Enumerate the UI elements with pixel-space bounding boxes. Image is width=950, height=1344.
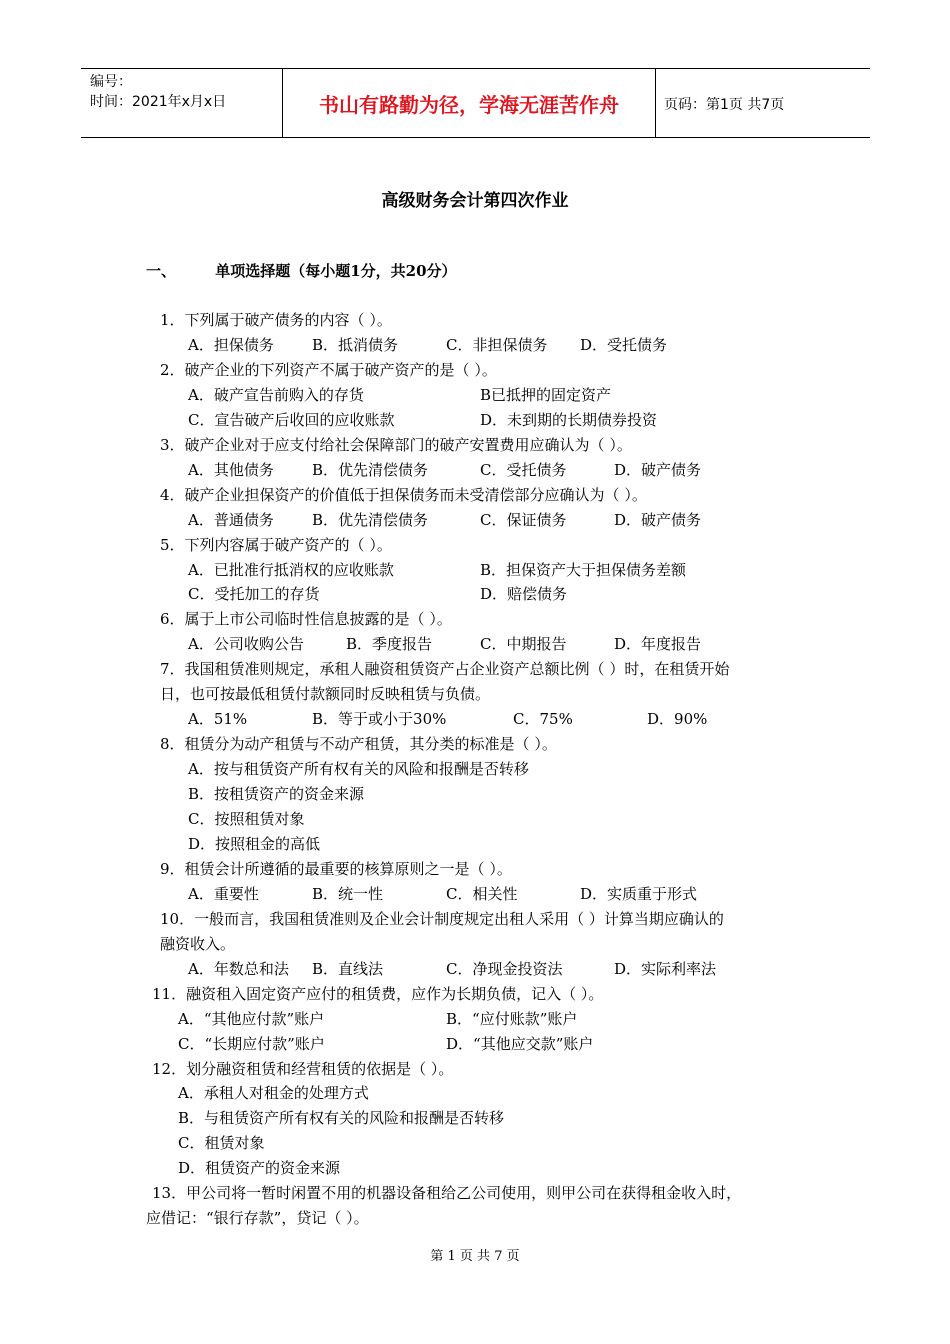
section-heading (146, 260, 457, 281)
answer-option: C．“长期应付款”账户 (178, 1034, 325, 1053)
question-line: D．租赁资产的资金来源 (178, 1159, 341, 1178)
question-line: 11．融资租入固定资产应付的租赁费，应作为长期负债，记入（ ）。 (152, 984, 604, 1003)
answer-option: C．保证债务 (480, 510, 567, 529)
answer-option: C．中期报告 (480, 635, 567, 654)
answer-option: D．90% (647, 710, 708, 729)
document-date: 时间：2021年x月x日 (90, 94, 227, 110)
answer-option: C．非担保债务 (446, 335, 548, 354)
answer-option: B．“应付账款”账户 (446, 1009, 578, 1028)
answer-option: D．破产债务 (614, 460, 702, 479)
answer-option: D．实质重于形式 (580, 884, 698, 903)
section-number: 一、 (146, 262, 177, 280)
question-line: 4．破产企业担保资产的价值低于担保债务而未受清偿部分应确认为（ ）。 (160, 485, 647, 504)
question-line: 日，也可按最低租赁付款额同时反映租赁与负债。 (160, 685, 491, 704)
answer-option: A．公司收购公告 (188, 635, 304, 654)
answer-option: D．年度报告 (614, 635, 702, 654)
answer-option: B．抵消债务 (312, 335, 399, 354)
answer-option: B．统一性 (312, 884, 384, 903)
answer-option: D．未到期的长期债券投资 (480, 410, 658, 429)
answer-option: C．相关性 (446, 884, 518, 903)
document-number-label: 编号： (90, 74, 132, 90)
answer-option: A．重要性 (188, 884, 259, 903)
question-line: 9．租赁会计所遵循的最重要的核算原则之一是（ ）。 (160, 859, 512, 878)
question-line: A．按与租赁资产所有权有关的风险和报酬是否转移 (188, 760, 529, 779)
question-line: A．承租人对租金的处理方式 (178, 1084, 369, 1103)
answer-option: A．年数总和法 (188, 959, 289, 978)
answer-option: A．普通债务 (188, 510, 274, 529)
question-line: 1．下列属于破产债务的内容（ ）。 (160, 311, 392, 329)
section-label: 单项选择题（每小题1分，共20分） (215, 262, 457, 280)
answer-option: B．等于或小于30% (312, 710, 447, 729)
answer-option: A．已批准行抵消权的应收账款 (188, 560, 394, 579)
page-header (81, 68, 870, 138)
question-line: 2．破产企业的下列资产不属于破产资产的是（ ）。 (160, 360, 497, 379)
answer-option: C．受托加工的存货 (188, 585, 320, 604)
header-page-info: 页码：第1页 共7页 (664, 97, 785, 113)
question-line: 7．我国租赁准则规定，承租人融资租赁资产占企业资产总额比例（ ）时，在租赁开始 (160, 660, 730, 679)
answer-option: C．受托债务 (480, 460, 567, 479)
answer-option: A．担保债务 (188, 335, 274, 354)
question-line: 融资收入。 (160, 934, 236, 953)
answer-option: B．季度报告 (346, 635, 433, 654)
answer-option: A．其他债务 (188, 460, 274, 479)
answer-option: B．优先清偿债务 (312, 510, 429, 529)
question-line: C．按照租赁对象 (188, 810, 305, 828)
question-line: 6．属于上市公司临时性信息披露的是（ ）。 (160, 610, 452, 629)
question-line: 12．划分融资租赁和经营租赁的依据是（ ）。 (152, 1059, 454, 1078)
question-line: 3．破产企业对于应支付给社会保障部门的破产安置费用应确认为（ ）。 (160, 435, 632, 454)
question-line: B．按租赁资产的资金来源 (188, 785, 365, 804)
question-line: 8．租赁分为动产租赁与不动产租赁，其分类的标准是（ ）。 (160, 735, 557, 754)
answer-option: A．51% (188, 710, 248, 729)
answer-option: D．受托债务 (580, 335, 668, 354)
question-line: 10．一般而言，我国租赁准则及企业会计制度规定出租人采用（ ）计算当期应确认的 (160, 909, 724, 928)
answer-option: D．破产债务 (614, 510, 702, 529)
question-line: 应借记：“银行存款”，贷记（ ）。 (146, 1209, 369, 1228)
answer-option: D．实际利率法 (614, 959, 717, 978)
answer-option: C．75% (513, 710, 573, 729)
question-line: 5．下列内容属于破产资产的（ ）。 (160, 535, 392, 554)
answer-option: C．净现金投资法 (446, 959, 563, 978)
answer-option: C．宣告破产后收回的应收账款 (188, 410, 395, 429)
answer-option: B．直线法 (312, 959, 384, 978)
answer-option: B．担保资产大于担保债务差额 (480, 560, 687, 579)
header-motto: 书山有路勤为径，学海无涯苦作舟 (282, 69, 656, 137)
question-line: B．与租赁资产所有权有关的风险和报酬是否转移 (178, 1109, 505, 1128)
answer-option: A．“其他应付款”账户 (178, 1009, 325, 1028)
page-footer: 第 1 页 共 7 页 (430, 1249, 520, 1264)
header-meta (90, 72, 226, 112)
answer-option: D．赔偿债务 (480, 585, 568, 604)
document-title: 高级财务会计第四次作业 (381, 191, 569, 211)
question-line: D．按照租金的高低 (188, 834, 321, 853)
answer-option: B．优先清偿债务 (312, 460, 429, 479)
question-line: 13．甲公司将一暂时闲置不用的机器设备租给乙公司使用，则甲公司在获得租金收入时， (152, 1184, 742, 1203)
answer-option: B已抵押的固定资产 (480, 385, 612, 404)
question-line: C．租赁对象 (178, 1134, 265, 1153)
answer-option: D．“其他应交款”账户 (446, 1034, 594, 1053)
answer-option: A．破产宣告前购入的存货 (188, 385, 364, 404)
